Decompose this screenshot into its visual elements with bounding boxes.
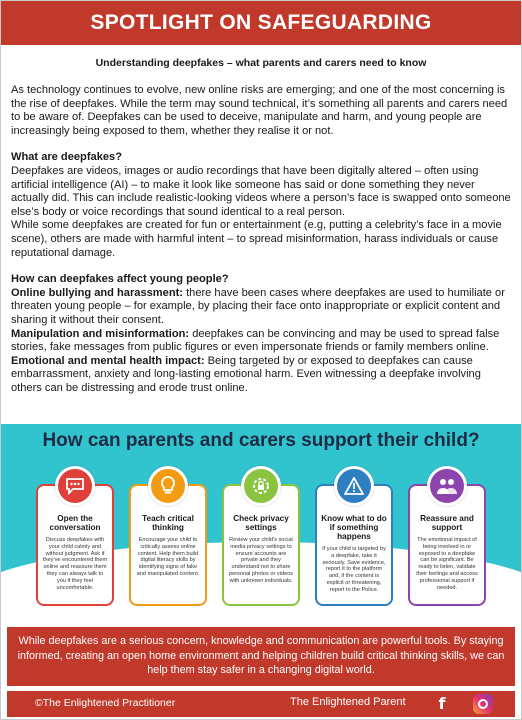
affect-item — [11, 355, 513, 396]
support-card-title: Reassure and support — [420, 514, 474, 532]
lock-gear-icon — [241, 466, 281, 506]
infographic-title: How can parents and carers support their child? — [42, 430, 480, 451]
support-card-text: Encourage your child to critically assess online content. Help them build digital literacy skills by identifying signs of fake and manipulated content. — [136, 537, 200, 577]
support-card — [36, 484, 114, 606]
affect-item-label: Manipulation and misinformation: — [11, 327, 190, 340]
what-heading: What are deepfakes? — [11, 151, 122, 164]
support-card-title: Open the conversation — [49, 514, 101, 532]
footer-brand: The Enlightened Parent — [290, 696, 406, 708]
support-card-text: The emotional impact of being involved in or exposed to a deepfake can be significant. Be ready to listen, validate their feelings and access professional support if needed. — [416, 537, 478, 591]
affect-item-label: Emotional and mental health impact: — [11, 354, 205, 367]
affect-item — [11, 287, 513, 328]
support-card — [129, 484, 207, 606]
page-title: SPOTLIGHT ON SAFEGUARDING — [90, 11, 432, 34]
support-infographic — [1, 424, 521, 620]
header-banner — [1, 1, 521, 45]
support-card-text: Review your child’s social media privacy settings to ensure accounts are private and they understand not to share personal photos or videos with unknown individuals. — [228, 537, 294, 584]
support-card-title: Teach critical thinking — [142, 514, 194, 532]
footer-bar — [7, 691, 515, 717]
people-icon — [427, 466, 467, 506]
affect-item-text: there have been cases where deepfakes are used to humiliate or threaten young people – for example, by placing their face onto inappropriate or explicit content and sharing it without their consent. — [11, 286, 505, 326]
support-card-text: If your child is targeted by a deepfake, take it seriously. Save evidence, report it to the platform and, if the content is explicit or threatening, report to the Police. — [322, 546, 386, 593]
support-card — [408, 484, 486, 606]
closing-text: While deepfakes are a serious concern, knowledge and communication are powerful tools. By staying informed, creating an open home environment and helping children build critical thinking skills, we can help them stay safer in a changing digital world. — [17, 635, 505, 676]
support-card — [315, 484, 393, 606]
intro-paragraph: As technology continues to evolve, new online risks are emerging; and one of the most concerning is the rise of deepfakes. While the term may sound technical, it’s something all parents and carers need to be aware of. Deepfakes can be used to deceive, manipulate and harm, and young people are increasingly being exposed to them, whether they realise it or not. — [11, 84, 508, 137]
support-card-title: Check privacy settings — [233, 514, 289, 532]
chat-icon — [55, 466, 95, 506]
affect-item-text: deepfakes can be convincing and may be used to spread false stories, fake messages from public figures or even impersonate friends or family members online. — [11, 327, 500, 354]
support-card — [222, 484, 300, 606]
facebook-icon[interactable]: f — [438, 694, 446, 713]
support-card-text: Discuss deepfakes with your child calmly and without judgment. Ask if they’ve encountered them online and reassure them they can always talk to you if they feel uncomfortable. — [42, 537, 108, 591]
affect-heading: How can deepfakes affect young people? — [11, 273, 229, 286]
what-paragraph-2: While some deepfakes are created for fun or entertainment (e.g, putting a celebrity’s face in a movie scene), others are made with harmful intent – to spread misinformation, harass individuals or cause reputational damage. — [11, 219, 502, 259]
closing-box — [7, 627, 515, 686]
footer-copyright: ©The Enlightened Practitioner — [35, 697, 176, 709]
affect-item-label: Online bullying and harassment: — [11, 286, 183, 299]
page-subtitle: Understanding deepfakes – what parents and carers need to know — [95, 57, 427, 69]
support-card-title: Know what to do if something happens — [321, 514, 387, 541]
warning-icon — [334, 466, 374, 506]
article-body — [11, 84, 513, 395]
affect-item-text: Being targeted by or exposed to deepfakes can cause embarrassment, anxiety and long-lasting emotional harm. Even witnessing a deepfake involving others can be distressing and erode trust online. — [11, 354, 481, 394]
instagram-icon[interactable] — [473, 694, 493, 714]
affect-item — [11, 328, 513, 355]
lightbulb-icon — [148, 466, 188, 506]
what-paragraph-1: Deepfakes are videos, images or audio recordings that have been digitally altered – often using artificial intelligence (AI) – to make it look like someone has said or done something they never actually did. This can include realistic-looking videos where a person’s face is swapped onto someone else’s body or voice recordings that sound identical to a real person. — [11, 164, 511, 218]
